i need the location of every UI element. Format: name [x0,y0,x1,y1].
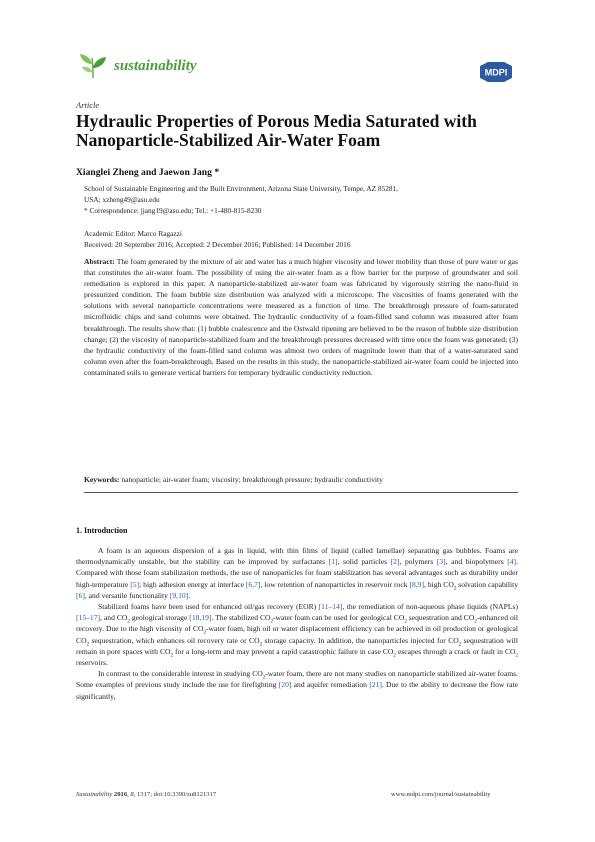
citation-link[interactable]: [4] [507,557,517,567]
citation-link[interactable]: [9,10] [169,590,189,600]
article-title: Hydraulic Properties of Porous Media Saturated with Nanoparticle-Stabilized Air-Water Foam [76,111,477,150]
citation-link[interactable]: [15–17] [76,613,101,623]
introduction-body [76,545,518,702]
keywords [84,474,518,485]
keywords-text: nanoparticle; air-water foam; viscosity; breakthrough pressure; hydraulic conductivity [121,475,383,484]
footer-volume: 8 [130,791,134,798]
citation-link[interactable]: [5] [130,579,140,589]
article-type-label: Article [76,100,100,110]
journal-header [78,52,197,80]
leaf-logo-icon [78,52,108,80]
author-list: Xianglei Zheng and Jaewon Jang * [76,167,220,178]
paragraph-2: Stabilized foams have been used for enhanced oil/gas recovery (EOR) [11–14], the remediation of non-aqueous phase liquids (NAPLs) [15–17], and $CO_2$ geological storage [18,19]. The stabilized $CO_2$-water foam can be used for geological $CO_2$ sequestration and $CO_2$-enhanced oil recovery. Due to the high viscosity of $CO_2$-water foam, high oil or water displacement efficiency can be achieved in oil production or geological $CO_2$ sequestration, which enhances oil recovery rate or $CO_2$ storage capacity. In addition, the nanoparticles injected for $CO_2$ sequestration will remain in pore spaces with $CO_2$ for a long-term and may prevent a rapid catastrophic failure in case $CO_2$ escapes through a crack or fault in $CO_2$ reservoirs. [76,602,518,668]
citation-link[interactable]: [6,7] [245,579,261,589]
citation-link[interactable]: [18,19] [189,613,212,623]
journal-url-link[interactable]: www.mdpi.com/journal/sustainability [391,791,491,798]
citation-link[interactable]: [20] [278,680,292,690]
citation-link[interactable]: [11–14] [318,602,343,612]
citation-link[interactable]: [6] [76,590,85,600]
footer-doi: , 1317; doi:10.3390/su8121317 [133,791,217,798]
abstract [84,256,518,378]
abstract-label: Abstract: [84,257,115,266]
mdpi-logo-text: MDPI [484,67,508,78]
section-heading-introduction: 1. Introduction [76,526,128,535]
affiliation-line-1: School of Sustainable Engineering and the Built Environment, Arizona State University, Tempe, AZ 85281, [84,184,399,193]
citation-link[interactable]: [2] [390,557,400,567]
footer-citation: Sustainability 2016, 8, 1317; doi:10.3390/su8121317 [76,791,217,798]
citation-link[interactable]: [3] [436,557,446,567]
citation-link[interactable]: [8,9] [409,579,424,589]
citation-link[interactable]: [21] [369,680,382,690]
affiliation-line-2: USA; xzheng49@asu.edu [84,195,160,204]
citation-link[interactable]: [1] [328,557,338,567]
abstract-text: The foam generated by the mixture of air and water has a much higher viscosity and lower mobility than those of pure water or gas that constitutes the air-water foam. The possibility of using the air-water foam as a flow barrier for the purpose of groundwater and soil remediation is explored in this paper. A nanoparticle-stabilized air-water foam was fabricated by vigorously stirring the nano-fluid in pressurized condition. The foam bubble size distribution was analyzed with a microscope. The viscosities of foams generated with the solutions with several nanoparticle concentrations were measured as a function of time. The breakthrough pressure of foam-saturated microfluidic chips and sand columns were obtained. The hydraulic conductivity of a foam-filled sand column was measured after foam breakthrough. The results show that: (1) bubble coalescence and the Ostwald ripening are believed to be the reason of bubble size distribution change; (2) the viscosity of nanoparticle-stabilized foam and the breakthrough pressures decreased with time once the foam was generated; (3) the hydraulic conductivity of the foam-filled sand column was almost two orders of magnitude lower than that of a water-saturated sand column even after the foam-breakthrough. Based on the results in this study, the nanoparticle-stabilized air-water foam could be injected into contaminated soils to generate vertical barriers for temporary hydraulic conductivity reduction. [84,257,519,377]
footer-year: 2016 [113,791,128,798]
publication-dates: Received: 20 September 2016; Accepted: 2 December 2016; Published: 14 December 2016 [84,240,351,249]
mdpi-logo-icon [476,60,516,84]
footer-journal: Sustainability [76,791,113,798]
keywords-label: Keywords: [84,475,120,484]
paragraph-1: A foam is an aqueous dispersion of a gas in liquid, with thin films of liquid (called lamellae) separating gas bubbles. Foams are thermodynamically unstable, but the stability can be improved by surfactants [1], solid particles [2], polymers [3], and biopolymers [4]. Compared with those foam stabilization methods, the use of nanoparticles for foam stabilization has several advantages such as durability under high-temperature [5]; high adhesion energy at interface [6,7], low retention of nanoparticles in reservoir rock [8,9], high $CO_2$ solvation capability [6], and versatile functionality [9,10]. [76,546,518,600]
academic-editor: Academic Editor: Marco Ragazzi [84,229,182,238]
paragraph-3: In contrast to the considerable interest in studying $CO_2$-water foam, there are not many studies on nanoparticle stabilized air-water foams. Some examples of previous study include the use for firefighting [20] and aquifer remediation [21]. Due to the ability to decrease the flow rate significantly, [76,669,518,701]
divider-line [84,492,518,493]
journal-name: sustainability [114,57,197,74]
correspondence: * Correspondence: jjang19@asu.edu; Tel.: +1-480-815-8230 [84,206,262,215]
